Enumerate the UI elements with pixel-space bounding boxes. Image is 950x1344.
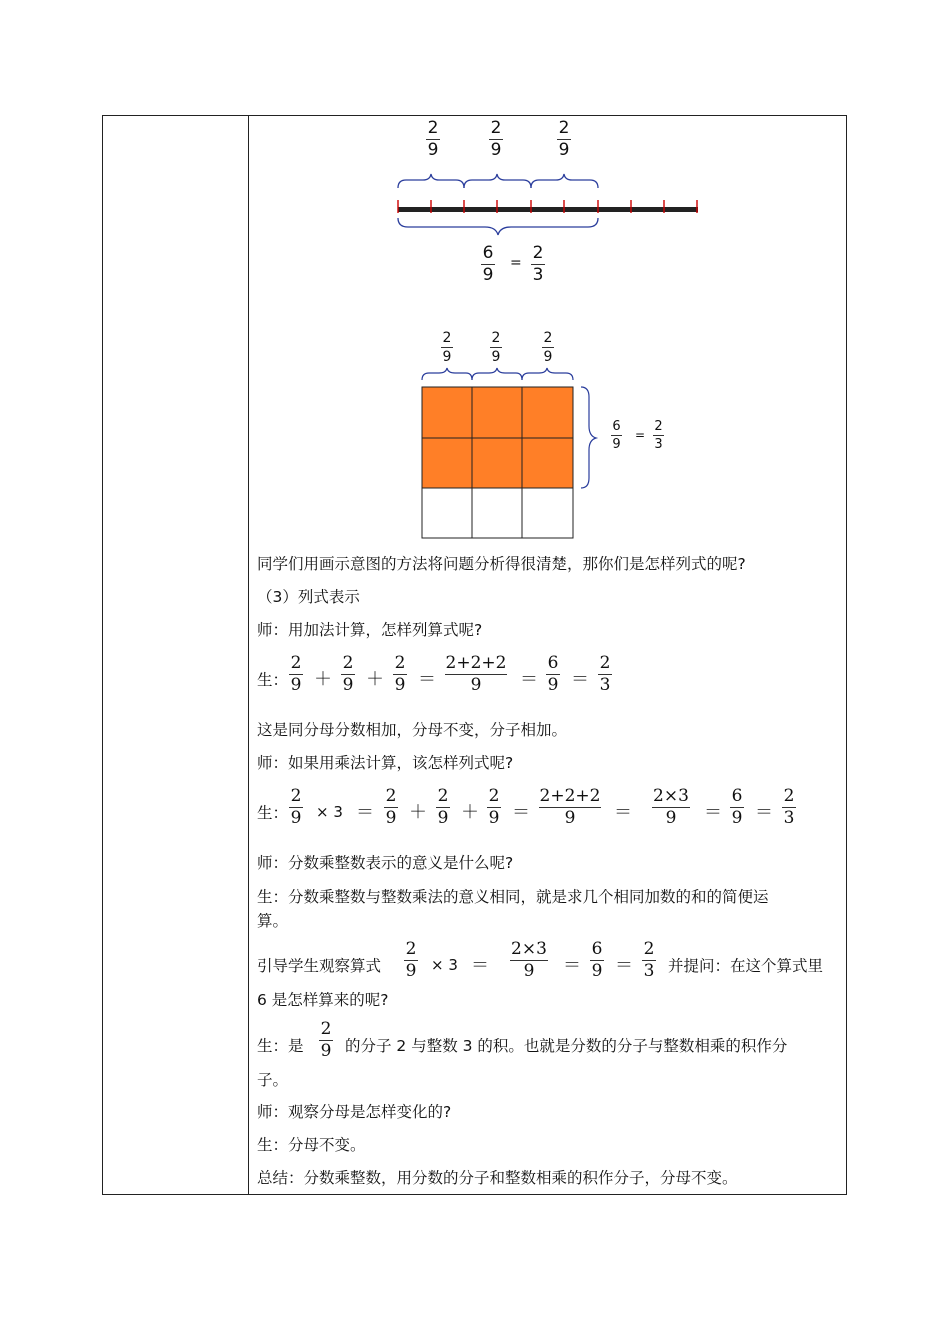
grid-cell-empty xyxy=(522,488,573,538)
grid-cell-filled xyxy=(472,387,522,438)
fraction-label: 2 9 xyxy=(442,330,452,365)
fraction: 6 9 xyxy=(591,939,603,981)
section-heading: （3）列式表示 xyxy=(257,588,360,606)
paragraph: 的分子 2 与整数 3 的积。也就是分数的分子与整数相乘的积作分 xyxy=(345,1037,788,1055)
fraction: 2 9 xyxy=(320,1019,332,1061)
summary: 总结：分数乘整数，用分数的分子和整数相乘的积作分子，分母不变。 xyxy=(257,1169,738,1187)
fraction: 2+2+2 9 xyxy=(539,786,601,828)
equals-sign: ＝ xyxy=(755,802,773,823)
brace xyxy=(464,174,531,188)
fraction: 2 9 xyxy=(394,653,406,695)
column-divider xyxy=(248,115,249,1195)
equals-sign: ＝ xyxy=(471,955,489,976)
fraction: 2 9 xyxy=(290,653,302,695)
paragraph: 引导学生观察算式 xyxy=(257,957,382,975)
fraction: 2×3 9 xyxy=(511,939,547,981)
fraction-label: 2 3 xyxy=(532,243,544,285)
times-three: × 3 xyxy=(316,803,343,821)
grid-cell-filled xyxy=(472,438,522,488)
fraction-label: 2 9 xyxy=(543,330,553,365)
equals-sign: = xyxy=(510,255,522,271)
fraction: 6 9 xyxy=(547,653,559,695)
fraction-label: 2 9 xyxy=(558,118,570,160)
equals-sign: ＝ xyxy=(704,802,722,823)
brace xyxy=(398,218,598,235)
paragraph: 子。 xyxy=(257,1071,289,1089)
fraction-label: 2 9 xyxy=(490,118,502,160)
paragraph: 师：如果用乘法计算，该怎样列式呢? xyxy=(257,754,514,772)
fraction: 2 9 xyxy=(290,786,302,828)
grid-cell-empty xyxy=(422,488,472,538)
paragraph: 生：分母不变。 xyxy=(257,1136,366,1154)
plus-sign: ＋ xyxy=(314,669,332,690)
fraction: 2 3 xyxy=(643,939,655,981)
grid-cell-filled xyxy=(422,438,472,488)
brace xyxy=(422,368,472,380)
fraction: 2 9 xyxy=(342,653,354,695)
equation-prefix: 生： xyxy=(257,804,289,822)
brace xyxy=(398,174,464,188)
equation-prefix: 生： xyxy=(257,671,289,689)
fraction: 2×3 9 xyxy=(653,786,689,828)
equals-sign: = xyxy=(635,428,646,442)
paragraph: 并提问：在这个算式里 xyxy=(668,957,824,975)
fraction: 2+2+2 9 xyxy=(445,653,507,695)
fraction-grid xyxy=(415,364,615,544)
grid-cell-filled xyxy=(522,438,573,488)
equals-sign: ＝ xyxy=(356,802,374,823)
brace xyxy=(522,368,573,380)
fraction: 2 3 xyxy=(599,653,611,695)
paragraph: 算。 xyxy=(257,912,289,930)
equals-sign: ＝ xyxy=(615,955,633,976)
paragraph: 师：观察分母是怎样变化的? xyxy=(257,1103,452,1121)
paragraph: 6 是怎样算来的呢? xyxy=(257,991,389,1009)
paragraph: 师：分数乘整数表示的意义是什么呢? xyxy=(257,854,514,872)
paragraph: 同学们用画示意图的方法将问题分析得很清楚，那你们是怎样列式的呢? xyxy=(257,555,746,573)
fraction: 2 3 xyxy=(783,786,795,828)
paragraph: 生：分数乘整数与整数乘法的意义相同，就是求几个相同加数的和的简便运 xyxy=(257,888,769,906)
number-line xyxy=(390,170,710,240)
axis-bar xyxy=(398,207,698,212)
paragraph: 生：是 xyxy=(257,1037,304,1055)
brace xyxy=(581,387,596,488)
grid-cell-filled xyxy=(522,387,573,438)
equals-sign: ＝ xyxy=(512,802,530,823)
plus-sign: ＋ xyxy=(409,802,427,823)
plus-sign: ＋ xyxy=(461,802,479,823)
fraction-label: 2 9 xyxy=(427,118,439,160)
fraction-label: 6 9 xyxy=(612,419,621,452)
fraction: 6 9 xyxy=(731,786,743,828)
fraction-label: 2 9 xyxy=(491,330,501,365)
brace xyxy=(531,174,598,188)
fraction: 2 9 xyxy=(488,786,500,828)
fraction: 2 9 xyxy=(437,786,449,828)
equals-sign: ＝ xyxy=(418,669,436,690)
brace xyxy=(472,368,522,380)
equals-sign: ＝ xyxy=(614,802,632,823)
equals-sign: ＝ xyxy=(520,669,538,690)
fraction: 2 9 xyxy=(385,786,397,828)
paragraph: 这是同分母分数相加，分母不变，分子相加。 xyxy=(257,721,568,739)
grid-cell-filled xyxy=(422,387,472,438)
equals-sign: ＝ xyxy=(563,955,581,976)
paragraph: 师：用加法计算，怎样列算式呢? xyxy=(257,621,483,639)
grid-cell-empty xyxy=(472,488,522,538)
equals-sign: ＝ xyxy=(571,669,589,690)
times-three: × 3 xyxy=(431,956,458,974)
fraction-label: 6 9 xyxy=(482,243,494,285)
fraction: 2 9 xyxy=(405,939,417,981)
plus-sign: ＋ xyxy=(366,669,384,690)
fraction-label: 2 3 xyxy=(654,419,663,452)
